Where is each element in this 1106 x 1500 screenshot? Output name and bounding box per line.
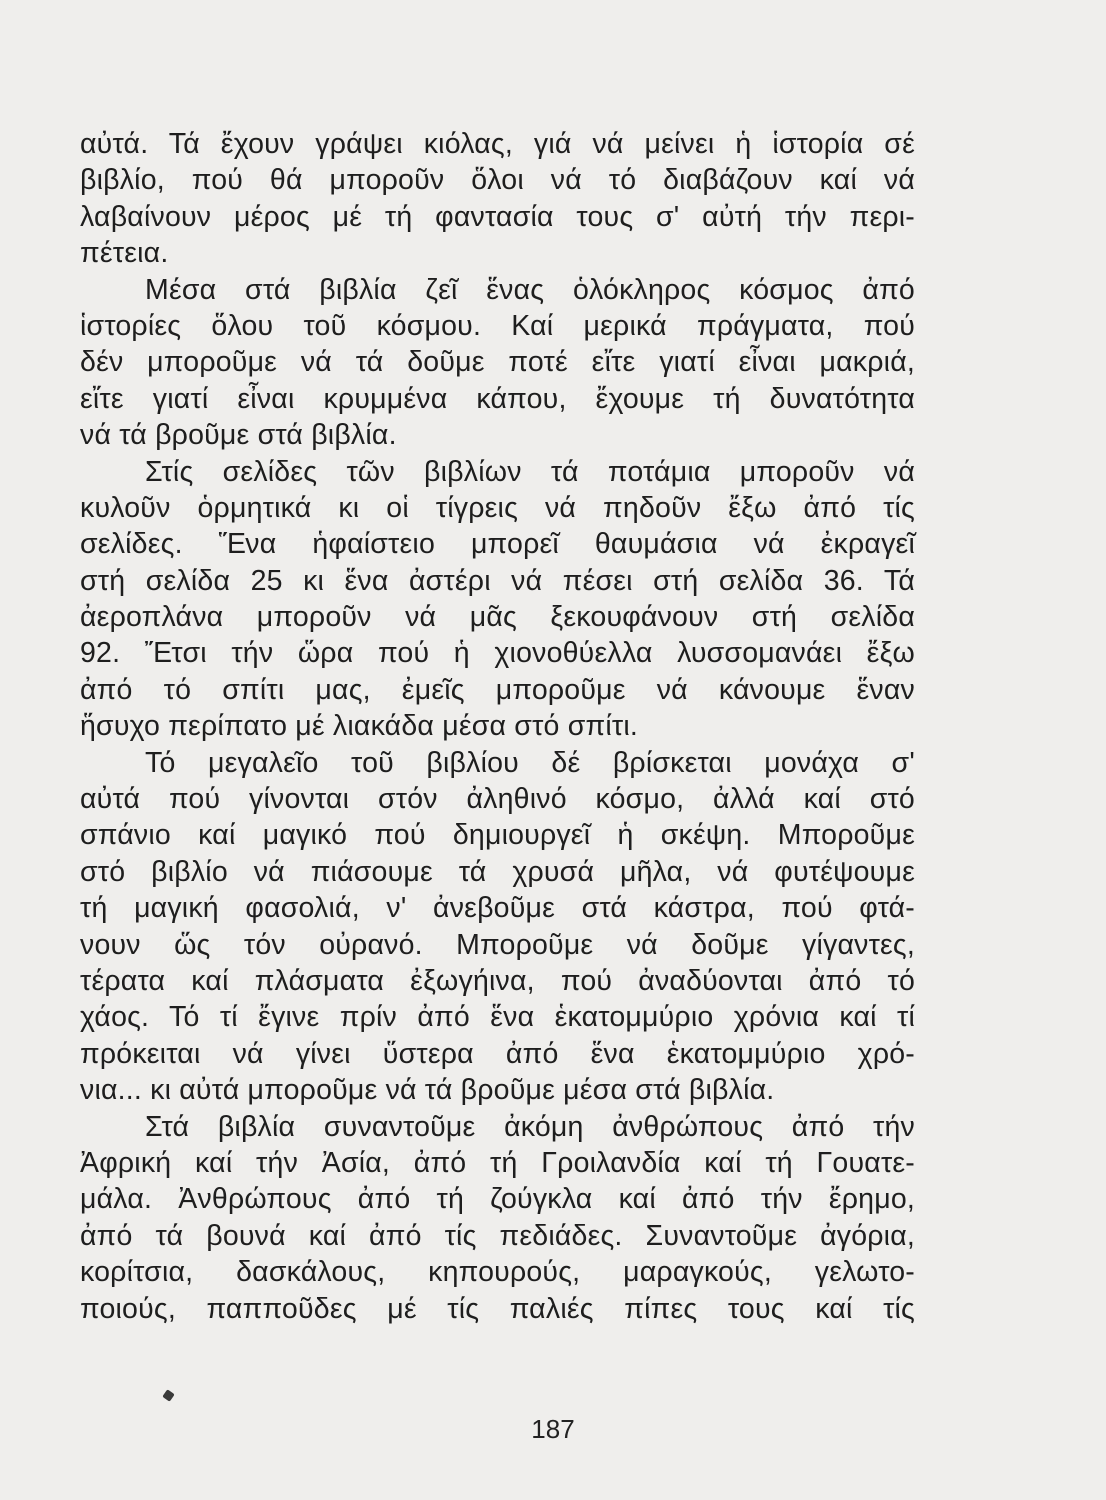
text-line: ἥσυχο περίπατο μέ λιακάδα μέσα στό σπίτι. (80, 710, 639, 743)
paragraph-first-line: Στά βιβλία συναντοῦμε ἀκόμη ἀνθρώπους ἀπό τήν (145, 1110, 915, 1143)
text-line: ἀπό τά βουνά καί ἀπό τίς πεδιάδες. Συναντοῦμε ἀγόρια, (80, 1219, 915, 1252)
text-line: στό βιβλίο νά πιάσουμε τά χρυσά μῆλα, νά φυτέψουμε (80, 855, 915, 888)
text-line: κυλοῦν ὁρμητικά κι οἱ τίγρεις νά πηδοῦν ἔξω ἀπό τίς (80, 491, 915, 524)
text-line: Ἀφρική καί τήν Ἀσία, ἀπό τή Γροιλανδία καί τή Γουατε- (80, 1146, 915, 1179)
text-line: τέρατα καί πλάσματα ἐξωγήινα, πού ἀναδύονται ἀπό τό (80, 964, 915, 997)
text-line: κορίτσια, δασκάλους, κηπουρούς, μαραγκούς, γελωτο- (80, 1256, 915, 1289)
text-line: πρόκειται νά γίνει ὕστερα ἀπό ἕνα ἑκατομμύριο χρό- (80, 1037, 915, 1070)
paragraph-first-line: Στίς σελίδες τῶν βιβλίων τά ποτάμια μποροῦν νά (145, 455, 915, 488)
body-text (80, 126, 915, 1327)
page-number: 187 (531, 1414, 575, 1444)
scan-speck (162, 1389, 175, 1402)
text-line: ἀεροπλάνα μποροῦν νά μᾶς ξεκουφάνουν στή σελίδα (80, 601, 915, 634)
text-line: στή σελίδα 25 κι ἕνα ἀστέρι νά πέσει στή σελίδα 36. Τά (80, 564, 915, 597)
text-line: μάλα. Ἀνθρώπους ἀπό τή ζούγκλα καί ἀπό τήν ἔρημο, (80, 1183, 915, 1216)
text-line: χάος. Τό τί ἔγινε πρίν ἀπό ἕνα ἑκατομμύριο χρόνια καί τί (80, 1001, 915, 1034)
text-line: ἱστορίες ὅλου τοῦ κόσμου. Καί μερικά πράγματα, πού (80, 309, 915, 342)
text-line: σελίδες. Ἕνα ἡφαίστειο μπορεῖ θαυμάσια νά ἐκραγεῖ (80, 528, 915, 561)
text-line: λαβαίνουν μέρος μέ τή φαντασία τους σ' αὐτή τήν περι- (80, 200, 915, 233)
text-line: αὐτά πού γίνονται στόν ἀληθινό κόσμο, ἀλλά καί στό (80, 783, 915, 816)
text-line: αὐτά. Τά ἔχουν γράψει κιόλας, γιά νά μείνει ἡ ἱστορία σέ (80, 128, 915, 160)
text-line: βιβλίο, πού θά μποροῦν ὅλοι νά τό διαβάζουν καί νά (80, 164, 915, 197)
text-line: ποιούς, παπποῦδες μέ τίς παλιές πίπες τους καί τίς (80, 1292, 915, 1325)
text-line: νια... κι αὐτά μποροῦμε νά τά βροῦμε μέσα στά βιβλία. (80, 1074, 775, 1107)
text-line: νουν ὥς τόν οὐρανό. Μποροῦμε νά δοῦμε γίγαντες, (80, 928, 915, 961)
text-line: πέτεια. (80, 237, 169, 270)
text-line: σπάνιο καί μαγικό πού δημιουργεῖ ἡ σκέψη. Μποροῦμε (80, 819, 915, 852)
text-line: 92. Ἔτσι τήν ὥρα πού ἡ χιονοθύελλα λυσσομανάει ἔξω (80, 637, 915, 670)
text-line: τή μαγική φασολιά, ν' ἀνεβοῦμε στά κάστρα, πού φτά- (80, 892, 915, 925)
text-line: εἴτε γιατί εἶναι κρυμμένα κάπου, ἔχουμε τή δυνατότητα (80, 382, 915, 415)
paragraph-first-line: Μέσα στά βιβλία ζεῖ ἕνας ὁλόκληρος κόσμος ἀπό (145, 273, 915, 306)
text-line: ἀπό τό σπίτι μας, ἐμεῖς μποροῦμε νά κάνουμε ἕναν (80, 673, 915, 706)
text-line: νά τά βροῦμε στά βιβλία. (80, 419, 397, 452)
paragraph-first-line: Τό μεγαλεῖο τοῦ βιβλίου δέ βρίσκεται μονάχα σ' (145, 746, 915, 779)
text-line: δέν μποροῦμε νά τά δοῦμε ποτέ εἴτε γιατί εἶναι μακριά, (80, 346, 915, 379)
